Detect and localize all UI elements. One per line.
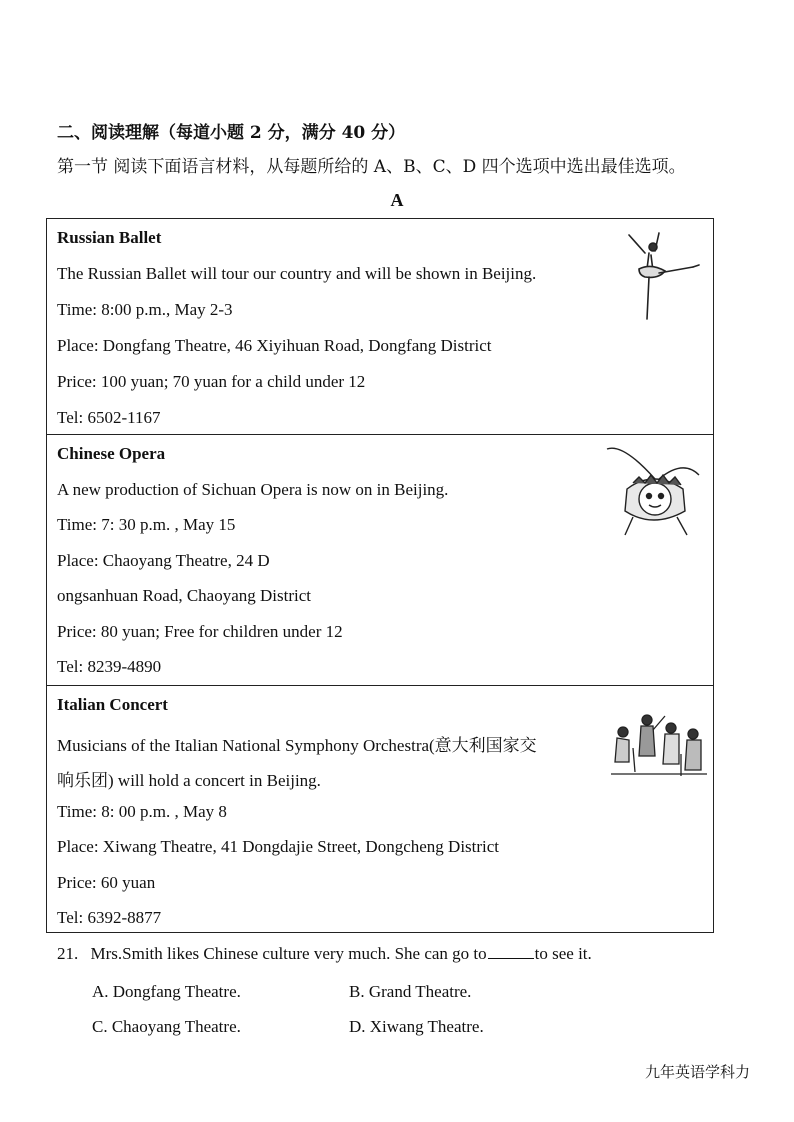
- section-instruction: 第一节 阅读下面语言材料，从每题所给的 A、B、C、D 四个选项中选出最佳选项。: [57, 157, 686, 177]
- ballerina-illustration: [619, 229, 703, 325]
- notice-russian-ballet: [47, 219, 713, 435]
- notice-time: Time: 8: 00 p.m. , May 8: [57, 802, 227, 821]
- notice-description: Musicians of the Italian National Symphony Orchestra(意大利国家交: [57, 736, 537, 755]
- page-footer: 九年英语学科力: [645, 1063, 751, 1081]
- notice-tel: Tel: 8239-4890: [57, 657, 162, 676]
- orchestra-illustration: [609, 708, 709, 782]
- option-c: C. Chaoyang Theatre.: [92, 1017, 241, 1036]
- notice-price: Price: 100 yuan; 70 yuan for a child under 12: [57, 372, 366, 391]
- answer-blank: [488, 944, 534, 959]
- option-a: A. Dongfang Theatre.: [92, 982, 241, 1001]
- notice-description: A new production of Sichuan Opera is now on in Beijing.: [57, 480, 449, 499]
- notice-time: Time: 7: 30 p.m. , May 15: [57, 515, 236, 534]
- notice-price: Price: 60 yuan: [57, 873, 156, 892]
- section-title: 二、阅读理解（每道小题 2 分，满分 40 分）: [57, 123, 406, 143]
- notice-chinese-opera: [47, 435, 713, 686]
- question-number: 21.: [57, 944, 79, 963]
- notice-price: Price: 80 yuan; Free for children under 12: [57, 622, 343, 641]
- question-21: [57, 944, 592, 964]
- question-text-end: to see it.: [534, 944, 592, 963]
- notice-tel: Tel: 6392-8877: [57, 908, 162, 927]
- notice-italian-concert: [47, 686, 713, 934]
- notice-title: Italian Concert: [57, 695, 168, 714]
- passage-label: A: [390, 190, 404, 210]
- notice-title: Chinese Opera: [57, 444, 166, 463]
- notice-description-continued: 响乐团) will hold a concert in Beijing.: [57, 771, 321, 790]
- notice-place: Place: Xiwang Theatre, 41 Dongdajie Street, Dongcheng District: [57, 837, 500, 856]
- notice-tel: Tel: 6502-1167: [57, 408, 161, 427]
- notice-place: Place: Chaoyang Theatre, 24 D: [57, 551, 270, 570]
- notice-title: Russian Ballet: [57, 228, 162, 247]
- notice-description: The Russian Ballet will tour our country and will be shown in Beijing.: [57, 264, 537, 283]
- notice-board: [46, 218, 714, 933]
- opera-mask-illustration: [603, 439, 703, 543]
- option-b: B. Grand Theatre.: [349, 982, 472, 1001]
- notice-place-continued: ongsanhuan Road, Chaoyang District: [57, 586, 312, 605]
- notice-place: Place: Dongfang Theatre, 46 Xiyihuan Road, Dongfang District: [57, 336, 492, 355]
- option-d: D. Xiwang Theatre.: [349, 1017, 484, 1036]
- question-text: Mrs.Smith likes Chinese culture very much. She can go to: [90, 944, 487, 963]
- notice-time: Time: 8:00 p.m., May 2-3: [57, 300, 233, 319]
